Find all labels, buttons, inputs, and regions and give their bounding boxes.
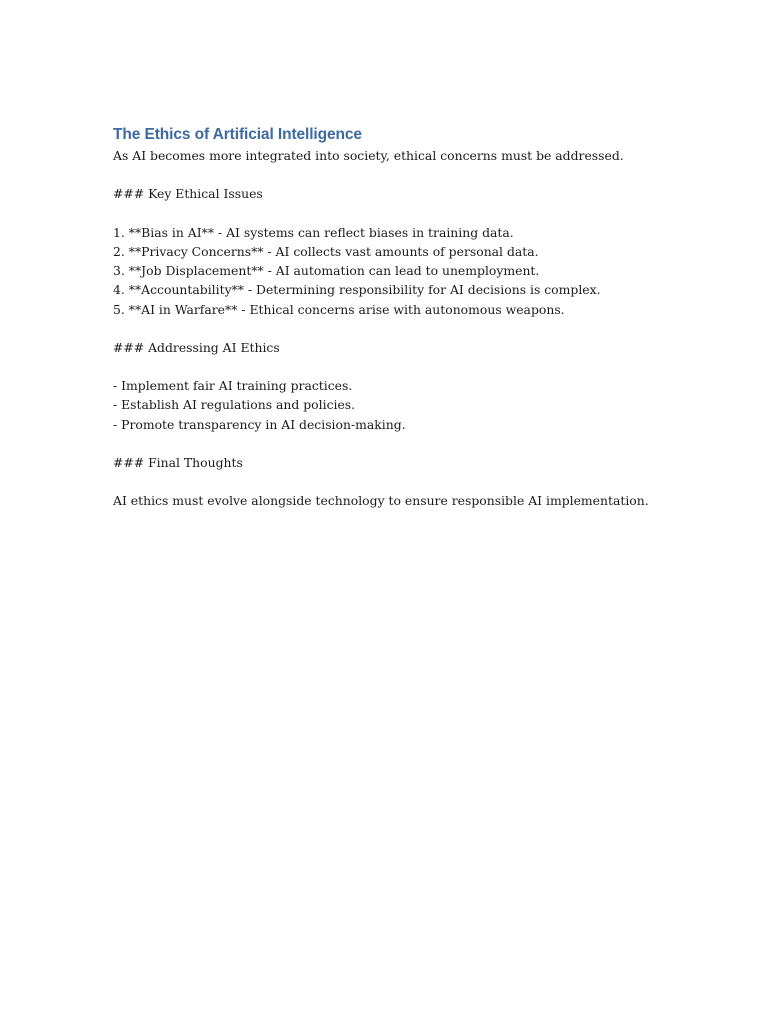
section-heading-key-issues: ### Key Ethical Issues [113,186,263,202]
blank-line [113,319,713,338]
document-body [113,124,713,511]
addressing-list [113,376,713,434]
intro-paragraph: As AI becomes more integrated into society, ethical concerns must be addressed. [113,148,624,163]
key-issues-list [113,223,713,319]
blank-line [113,434,713,453]
list-item: 3. **Job Displacement** - AI automation can lead to unemployment. [113,263,540,279]
blank-line [113,357,713,376]
list-item: 1. **Bias in AI** - AI systems can reflect biases in training data. [113,224,514,240]
section-heading-final: ### Final Thoughts [113,455,243,470]
blank-line [113,165,713,184]
list-item: 2. **Privacy Concerns** - AI collects vast amounts of personal data. [113,243,539,259]
list-item: 5. **AI in Warfare** - Ethical concerns arise with autonomous weapons. [113,301,565,317]
blank-line [113,472,713,491]
document-title: The Ethics of Artificial Intelligence [113,126,362,143]
list-item: - Promote transparency in AI decision-making. [113,416,406,432]
final-paragraph: AI ethics must evolve alongside technology to ensure responsible AI implementation. [113,493,649,509]
list-item: 4. **Accountability** - Determining responsibility for AI decisions is complex. [113,282,601,298]
section-heading-addressing: ### Addressing AI Ethics [113,339,280,355]
list-item: - Implement fair AI training practices. [113,378,353,394]
blank-line [113,204,713,223]
list-item: - Establish AI regulations and policies. [113,397,356,413]
